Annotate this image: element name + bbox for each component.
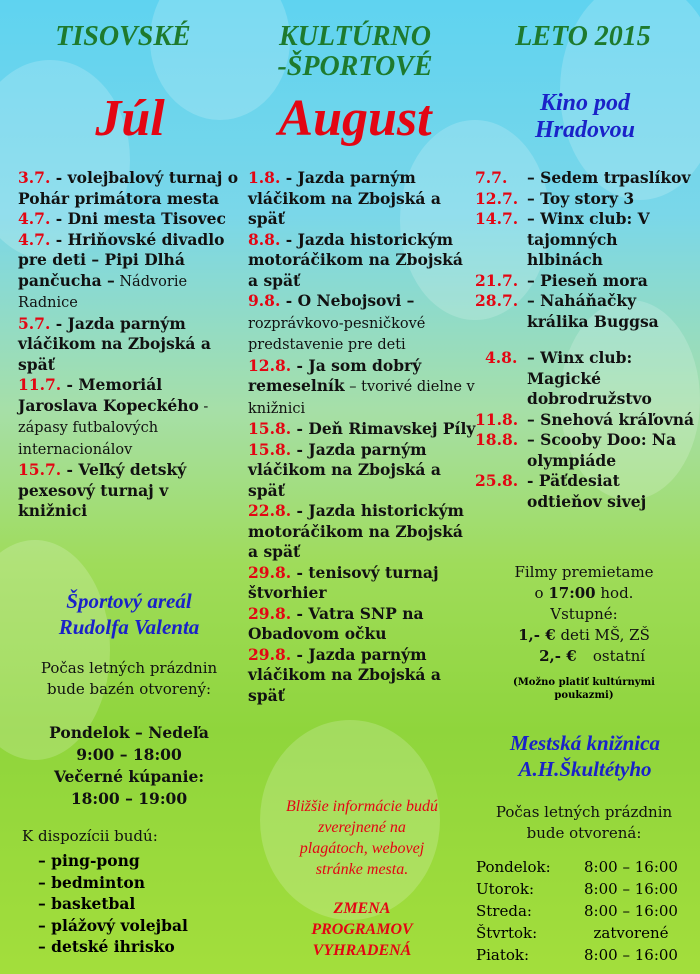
price-value: 2,- € — [539, 647, 577, 665]
event-date: 12.8. — [248, 355, 292, 375]
event-text: - Jazda parným vláčikom na Zbojská a späť — [248, 439, 441, 500]
event-text: – Winx club: Magické dobrodružstvo — [527, 348, 652, 408]
header-tisovske: TISOVSKÉ — [55, 21, 191, 52]
event-date: 4.8. — [485, 348, 518, 367]
event-text: – Scooby Doo: Na olympiáde — [527, 430, 677, 470]
event-date: 15.8. — [248, 439, 292, 459]
event-date: 18.8. — [475, 430, 519, 449]
list-item — [248, 419, 476, 440]
list-item — [475, 271, 697, 292]
list-item: – ping-pong — [38, 851, 140, 870]
library-hours — [476, 856, 696, 966]
voucher-line1: (Možno platiť kultúrnymi — [513, 677, 655, 688]
event-text: - Päťdesiat odtieňov sivej — [527, 471, 647, 511]
event-date: 3.7. — [18, 168, 51, 187]
time-value: zatvorené — [593, 924, 669, 942]
event-text: - Jazda parným vláčikom na Zbojská a späť — [18, 313, 211, 374]
event-date: 12.7. — [475, 188, 519, 208]
pool-line1: Počas letných prázdnin — [40, 659, 218, 677]
table-row — [476, 900, 696, 922]
event-date: 29.8. — [248, 562, 292, 582]
list-item — [475, 430, 697, 471]
event-date: 29.8. — [248, 603, 292, 623]
event-date: 15.8. — [248, 419, 292, 438]
info-line3: plagátoch, webovej — [299, 840, 425, 857]
list-item: – bedminton — [38, 872, 146, 892]
info-line1: Bližšie informácie budú — [286, 798, 438, 815]
event-date: 7.7. — [475, 168, 508, 187]
premiere-info — [478, 562, 690, 667]
event-date: 8.8. — [248, 229, 281, 249]
list-item — [475, 168, 697, 189]
pool-hours-value: 9:00 – 18:00 — [76, 745, 182, 764]
day-label: Štvrtok: — [476, 924, 538, 942]
event-text: - volejbalový turnaj o Pohár primátora mesta — [18, 168, 239, 208]
list-item — [248, 440, 476, 502]
pool-info — [18, 658, 240, 700]
list-item — [248, 501, 476, 563]
library-title — [470, 730, 700, 782]
price-label: deti MŠ, ZŠ — [555, 626, 650, 644]
list-item — [248, 563, 476, 604]
voucher-note — [478, 676, 690, 702]
event-text: - Dni mesta Tisovec — [50, 209, 226, 228]
list-item — [248, 604, 476, 645]
evening-hours: 18:00 – 19:00 — [70, 789, 188, 808]
event-text: - Jazda historickým motoráčikom na Zbojská a späť — [248, 501, 464, 561]
header-kulturno — [240, 22, 470, 82]
voucher-line2: poukazmi) — [554, 690, 614, 701]
event-date: 11.7. — [18, 375, 62, 394]
sport-area-title — [18, 588, 240, 640]
event-note: – tvorivé dielne v knižnici — [248, 379, 475, 417]
time-value: 8:00 – 16:00 — [584, 858, 678, 876]
event-date: 4.7. — [18, 229, 51, 249]
program-change-note — [248, 898, 476, 961]
change-line2: PROGRAMOV — [311, 921, 413, 938]
event-date: 14.7. — [475, 209, 519, 228]
event-date: 28.7. — [475, 291, 519, 310]
list-item — [475, 209, 697, 271]
time-value: 8:00 – 16:00 — [584, 880, 678, 898]
list-item — [248, 168, 476, 230]
library-title-line2: A.H.Škultétyho — [518, 757, 652, 781]
change-line1: ZMENA — [333, 900, 391, 917]
table-row — [476, 856, 696, 878]
event-text: – Sedem trpaslíkov — [527, 168, 691, 187]
list-item — [475, 291, 697, 332]
kino-title-line1: Kino pod — [539, 90, 631, 116]
list-item — [18, 460, 240, 522]
list-item — [475, 348, 697, 410]
list-item — [248, 291, 476, 356]
day-label: Streda: — [476, 902, 532, 920]
list-item: – detské ihrisko — [38, 937, 175, 956]
event-text: - Jazda parným vláčikom na Zbojská a späť — [248, 168, 441, 228]
list-item: – plážový volejbal — [38, 915, 188, 935]
event-text: – Pieseň mora — [527, 270, 648, 290]
jul-events — [18, 168, 240, 522]
time-value: 8:00 – 16:00 — [584, 946, 678, 964]
price-value: 1,- € — [518, 626, 556, 644]
event-note: - zápasy futbalových internacionálov — [18, 398, 209, 458]
header-kulturno-line1: KULTÚRNO — [279, 21, 431, 52]
entry-label: Vstupné: — [550, 605, 618, 623]
event-date: 11.8. — [475, 409, 519, 429]
price-row — [478, 625, 690, 646]
event-text: - Jazda parným vláčikom na Zbojská a späť — [248, 644, 441, 705]
day-label: Piatok: — [476, 946, 530, 964]
event-text: – Winx club: V tajomných hlbinách — [527, 209, 650, 269]
premiere-line1: Filmy premietame — [514, 563, 654, 581]
event-date: 9.8. — [248, 291, 281, 310]
event-text: - Memoriál Jaroslava Kopeckého — [18, 375, 199, 415]
info-line4: stránke mesta. — [315, 861, 409, 878]
day-label: Pondelok: — [476, 858, 551, 876]
list-item — [18, 230, 240, 314]
list-item: – basketbal — [38, 894, 136, 913]
event-text: – Naháňačky králika Buggsa — [527, 291, 659, 331]
kino-events — [475, 168, 697, 512]
event-text: - Vatra SNP na Obadovom očku — [248, 603, 424, 643]
pool-line2: bude bazén otvorený: — [46, 680, 212, 698]
available-label: K dispozícii budú: — [22, 827, 158, 845]
header-kulturno-line2: -ŠPORTOVÉ — [277, 51, 433, 82]
table-row — [476, 944, 696, 966]
event-text: - tenisový turnaj štvorhier — [248, 562, 439, 602]
premiere-suffix: hod. — [595, 584, 634, 602]
list-item — [18, 168, 240, 209]
event-date: 5.7. — [18, 313, 51, 333]
evening-label: Večerné kúpanie: — [53, 767, 205, 786]
pool-hours — [18, 722, 240, 810]
event-date: 4.7. — [18, 209, 51, 228]
time-value: 8:00 – 16:00 — [584, 902, 678, 920]
table-row — [476, 878, 696, 900]
library-title-line1: Mestská knižnica — [510, 731, 660, 755]
library-open-info — [478, 802, 690, 844]
event-text: - O Nebojsovi – — [280, 291, 415, 310]
event-date: 22.8. — [248, 501, 292, 520]
list-item — [248, 230, 476, 292]
list-item — [248, 356, 476, 420]
event-text: - Jazda historickým motoráčikom na Zbojská a späť — [248, 229, 463, 290]
header-leto: LETO 2015 — [515, 21, 651, 52]
pool-days: Pondelok – Nedeľa — [49, 723, 209, 742]
premiere-prefix: o — [534, 584, 549, 602]
list-item — [18, 209, 240, 230]
price-label: ostatní — [592, 647, 646, 665]
list-item — [475, 471, 697, 512]
sport-title-line1: Športový areál — [66, 589, 192, 613]
event-note: rozprávkovo-pesničkové predstavenie pre deti — [248, 315, 426, 353]
event-note: Nádvorie Radnice — [18, 273, 188, 311]
premiere-time: 17:00 — [548, 584, 596, 602]
info-line2: zverejnené na — [318, 819, 406, 836]
event-date: 21.7. — [475, 270, 519, 290]
event-date: 1.8. — [248, 168, 281, 187]
kino-title — [480, 90, 690, 144]
facilities-list — [18, 850, 260, 958]
table-row — [476, 922, 696, 944]
list-item — [248, 645, 476, 707]
kino-title-line2: Hradovou — [534, 117, 635, 143]
list-item — [475, 189, 697, 210]
month-title-jul: Júl — [95, 90, 165, 147]
event-text: – Snehová kráľovná — [527, 409, 695, 429]
list-item — [18, 375, 240, 460]
event-text: - Ja som dobrý remeselník — [248, 355, 422, 395]
event-text: - Hriňovské divadlo pre deti – Pipi Dlhá pančucha – — [18, 229, 225, 290]
event-date: 25.8. — [475, 471, 519, 490]
month-title-august: August — [278, 90, 432, 147]
library-open-line2: bude otvorená: — [526, 824, 642, 842]
library-open-line1: Počas letných prázdnin — [495, 803, 673, 821]
event-text: – Toy story 3 — [527, 188, 635, 208]
event-text: - Veľký detský pexesový turnaj v knižnici — [18, 460, 187, 520]
event-date: 29.8. — [248, 644, 292, 664]
day-label: Utorok: — [476, 880, 535, 898]
sport-title-line2: Rudolfa Valenta — [58, 615, 200, 639]
august-events — [248, 168, 476, 706]
premiere-line2 — [478, 583, 690, 604]
price-row — [478, 646, 690, 667]
event-date: 15.7. — [18, 460, 62, 479]
list-item — [475, 410, 697, 431]
event-text: - Deň Rimavskej Píly — [291, 419, 476, 438]
info-note — [248, 796, 476, 880]
list-item — [18, 314, 240, 376]
change-line3: VYHRADENÁ — [312, 942, 412, 959]
